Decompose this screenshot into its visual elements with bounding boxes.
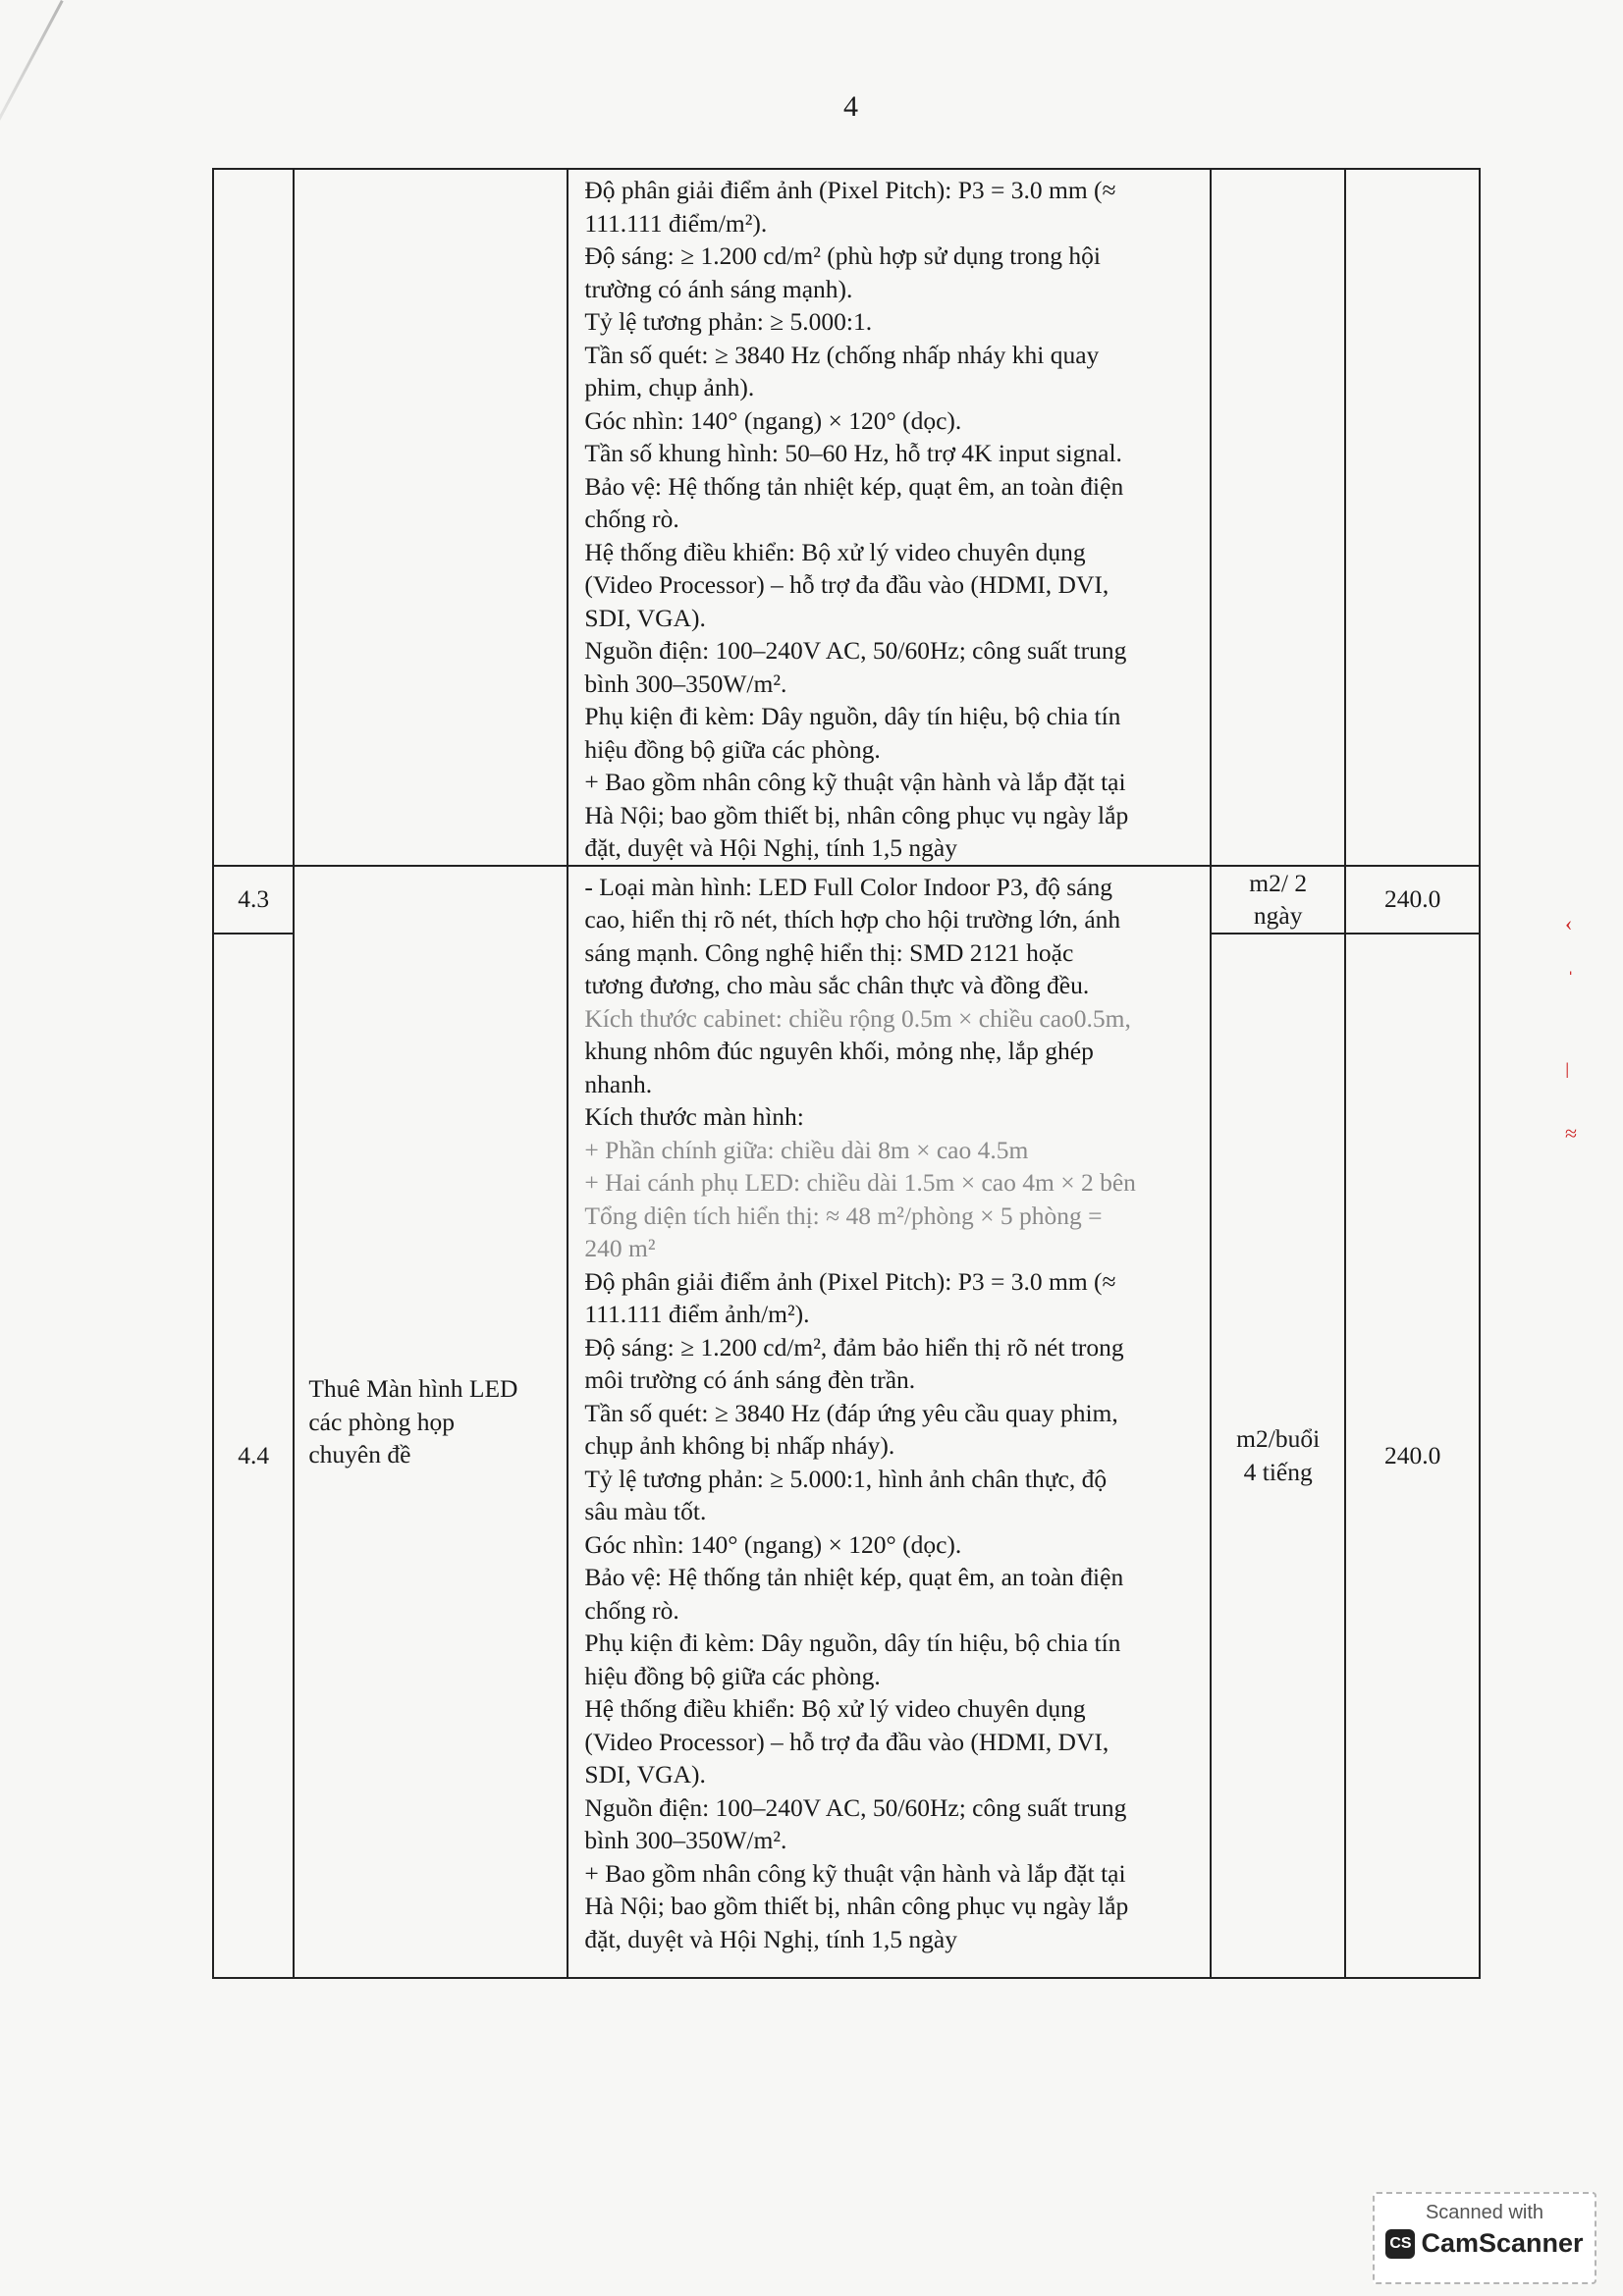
item-name-line: chuyên đề: [308, 1440, 411, 1468]
table-row-continuation: [213, 169, 1480, 866]
spec-line: + Bao gồm nhân công kỹ thuật vận hành và lắp đặt tại: [584, 768, 1126, 796]
spec-line: 240 m²: [584, 1234, 656, 1262]
spec-line: Nguồn điện: 100–240V AC, 50/60Hz; công suất trung: [584, 1792, 1127, 1822]
spec-line: Độ phân giải điểm ảnh (Pixel Pitch): P3 = 3.0 mm (≈: [584, 176, 1116, 204]
cell-spec-4-4: [568, 866, 1211, 1979]
row-number: 4.3: [213, 866, 294, 934]
spec-line: Độ sáng: ≥ 1.200 cd/m², đảm bảo hiển thị rõ nét trong: [584, 1332, 1124, 1362]
row-number: 4.4: [213, 934, 294, 1979]
camscanner-logo-icon: CS: [1385, 2229, 1415, 2259]
camscanner-watermark: [1373, 2192, 1596, 2284]
spec-line: Nguồn điện: 100–240V AC, 50/60Hz; công suất trung: [584, 636, 1127, 665]
spec-line: Kích thước cabinet: chiều rộng 0.5m × chiều cao0.5m,: [584, 1003, 1131, 1033]
spec-line: Hà Nội; bao gồm thiết bị, nhân công phục vụ ngày lắp: [584, 800, 1129, 829]
spec-line: khung nhôm đúc nguyên khối, mỏng nhẹ, lắp ghép: [584, 1037, 1094, 1065]
spec-line: Kích thước màn hình:: [584, 1102, 804, 1131]
spec-line: Góc nhìn: 140° (ngang) × 120° (dọc).: [584, 405, 962, 435]
red-margin-mark: ˈ: [1567, 967, 1575, 991]
spec-line: Tần số quét: ≥ 3840 Hz (chống nhấp nháy khi quay: [584, 340, 1100, 369]
page-number: 4: [843, 90, 858, 123]
spec-line: Tổng diện tích hiển thị: ≈ 48 m²/phòng × 5 phòng =: [584, 1201, 1103, 1230]
spec-line: đặt, duyệt và Hội Nghị, tính 1,5 ngày: [584, 1924, 958, 1953]
spec-line: Hệ thống điều khiển: Bộ xử lý video chuyên dụng: [584, 1694, 1086, 1723]
spec-line: SDI, VGA).: [584, 1760, 706, 1789]
spec-line: + Phần chính giữa: chiều dài 8m × cao 4.5m: [584, 1135, 1029, 1164]
spec-line: + Bao gồm nhân công kỹ thuật vận hành và lắp đặt tại: [584, 1858, 1126, 1888]
spec-table: [212, 168, 1481, 1979]
spec-line: Độ phân giải điểm ảnh (Pixel Pitch): P3 = 3.0 mm (≈: [584, 1266, 1116, 1296]
table-row-4-3: [213, 866, 1480, 934]
spec-line: tương đương, cho màu sắc chân thực và đồng đều.: [584, 971, 1090, 999]
unit-line: ngày: [1253, 901, 1303, 930]
unit-line: m2/ 2: [1249, 868, 1308, 897]
camscanner-name: CamScanner: [1421, 2228, 1584, 2258]
quantity-cell: 240.0: [1345, 866, 1480, 934]
camscanner-brand: [1375, 2228, 1595, 2259]
spec-line: chụp ảnh không bị nhấp nháy).: [584, 1431, 895, 1460]
spec-line: chống rò.: [584, 505, 679, 533]
spec-line: Bảo vệ: Hệ thống tản nhiệt kép, quạt êm, an toàn điện: [584, 1563, 1124, 1591]
spec-line: Tỷ lệ tương phản: ≥ 5.000:1, hình ảnh chân thực, độ: [584, 1464, 1108, 1493]
cell-spec-continuation: [568, 169, 1211, 866]
red-margin-mark: ‹: [1565, 911, 1573, 935]
spec-line: trường có ánh sáng mạnh).: [584, 274, 853, 303]
cell-unit-empty: [1211, 169, 1346, 866]
spec-line: Hà Nội; bao gồm thiết bị, nhân công phục vụ ngày lắp: [584, 1892, 1129, 1920]
spec-line: Phụ kiện đi kèm: Dây nguồn, dây tín hiệu, bộ chia tín: [584, 702, 1121, 730]
cell-qty-empty: [1345, 169, 1480, 866]
spec-line: phim, chụp ảnh).: [584, 373, 755, 401]
spec-line: (Video Processor) – hỗ trợ đa đầu vào (HDMI, DVI,: [584, 1727, 1109, 1756]
spec-line: bình 300–350W/m².: [584, 1826, 787, 1854]
unit-line: m2/buổi: [1236, 1424, 1321, 1454]
spec-line: Tỷ lệ tương phản: ≥ 5.000:1.: [584, 307, 873, 336]
spec-line: Góc nhìn: 140° (ngang) × 120° (dọc).: [584, 1529, 962, 1559]
spec-line: sáng mạnh. Công nghệ hiển thị: SMD 2121 hoặc: [584, 937, 1074, 967]
spec-line: hiệu đồng bộ giữa các phòng.: [584, 734, 881, 764]
spec-line: nhanh.: [584, 1069, 653, 1098]
spec-line: SDI, VGA).: [584, 603, 706, 632]
spec-line: môi trường có ánh sáng đèn trần.: [584, 1365, 916, 1394]
spec-line: cao, hiển thị rõ nét, thích hợp cho hội trường lớn, ánh: [584, 905, 1121, 934]
scanned-with-label: Scanned with: [1425, 2202, 1544, 2223]
spec-line: Độ sáng: ≥ 1.200 cd/m² (phù hợp sử dụng trong hội: [584, 241, 1102, 270]
spec-line: Tần số khung hình: 50–60 Hz, hỗ trợ 4K input signal.: [584, 439, 1122, 467]
spec-line: Phụ kiện đi kèm: Dây nguồn, dây tín hiệu, bộ chia tín: [584, 1629, 1121, 1657]
spec-line: đặt, duyệt và Hội Nghị, tính 1,5 ngày: [584, 833, 958, 862]
spec-line: (Video Processor) – hỗ trợ đa đầu vào (HDMI, DVI,: [584, 570, 1109, 599]
spec-line: - Loại màn hình: LED Full Color Indoor P3, độ sáng: [584, 872, 1112, 901]
spec-line: chống rò.: [584, 1595, 679, 1625]
red-margin-mark: ǀ: [1565, 1058, 1570, 1083]
unit-line: 4 tiếng: [1243, 1457, 1313, 1486]
spec-line: + Hai cánh phụ LED: chiều dài 1.5m × cao 4m × 2 bên: [584, 1168, 1136, 1197]
spec-line: Bảo vệ: Hệ thống tản nhiệt kép, quạt êm, an toàn điện: [584, 471, 1124, 501]
spec-line: Tần số quét: ≥ 3840 Hz (đáp ứng yêu cầu quay phim,: [584, 1398, 1118, 1427]
unit-cell: [1211, 934, 1346, 1979]
spec-line: sâu màu tốt.: [584, 1497, 707, 1525]
unit-cell: [1211, 866, 1346, 934]
spec-line: Hệ thống điều khiển: Bộ xử lý video chuyên dụng: [584, 537, 1086, 566]
spec-line: hiệu đồng bộ giữa các phòng.: [584, 1661, 881, 1690]
red-margin-mark: ≈: [1565, 1121, 1578, 1146]
spec-line: 111.111 điểm/m²).: [584, 208, 768, 238]
item-name-line: Thuê Màn hình LED: [308, 1374, 518, 1403]
quantity-cell: 240.0: [1345, 934, 1480, 1979]
spec-line: 111.111 điểm ảnh/m²).: [584, 1300, 810, 1328]
item-name-cell: [294, 866, 568, 1979]
spec-line: bình 300–350W/m².: [584, 668, 787, 698]
item-name-line: các phòng họp: [308, 1407, 456, 1436]
cell-item-empty: [294, 169, 568, 866]
cell-no-empty: [213, 169, 294, 866]
scan-edge-shadow: [0, 0, 64, 166]
